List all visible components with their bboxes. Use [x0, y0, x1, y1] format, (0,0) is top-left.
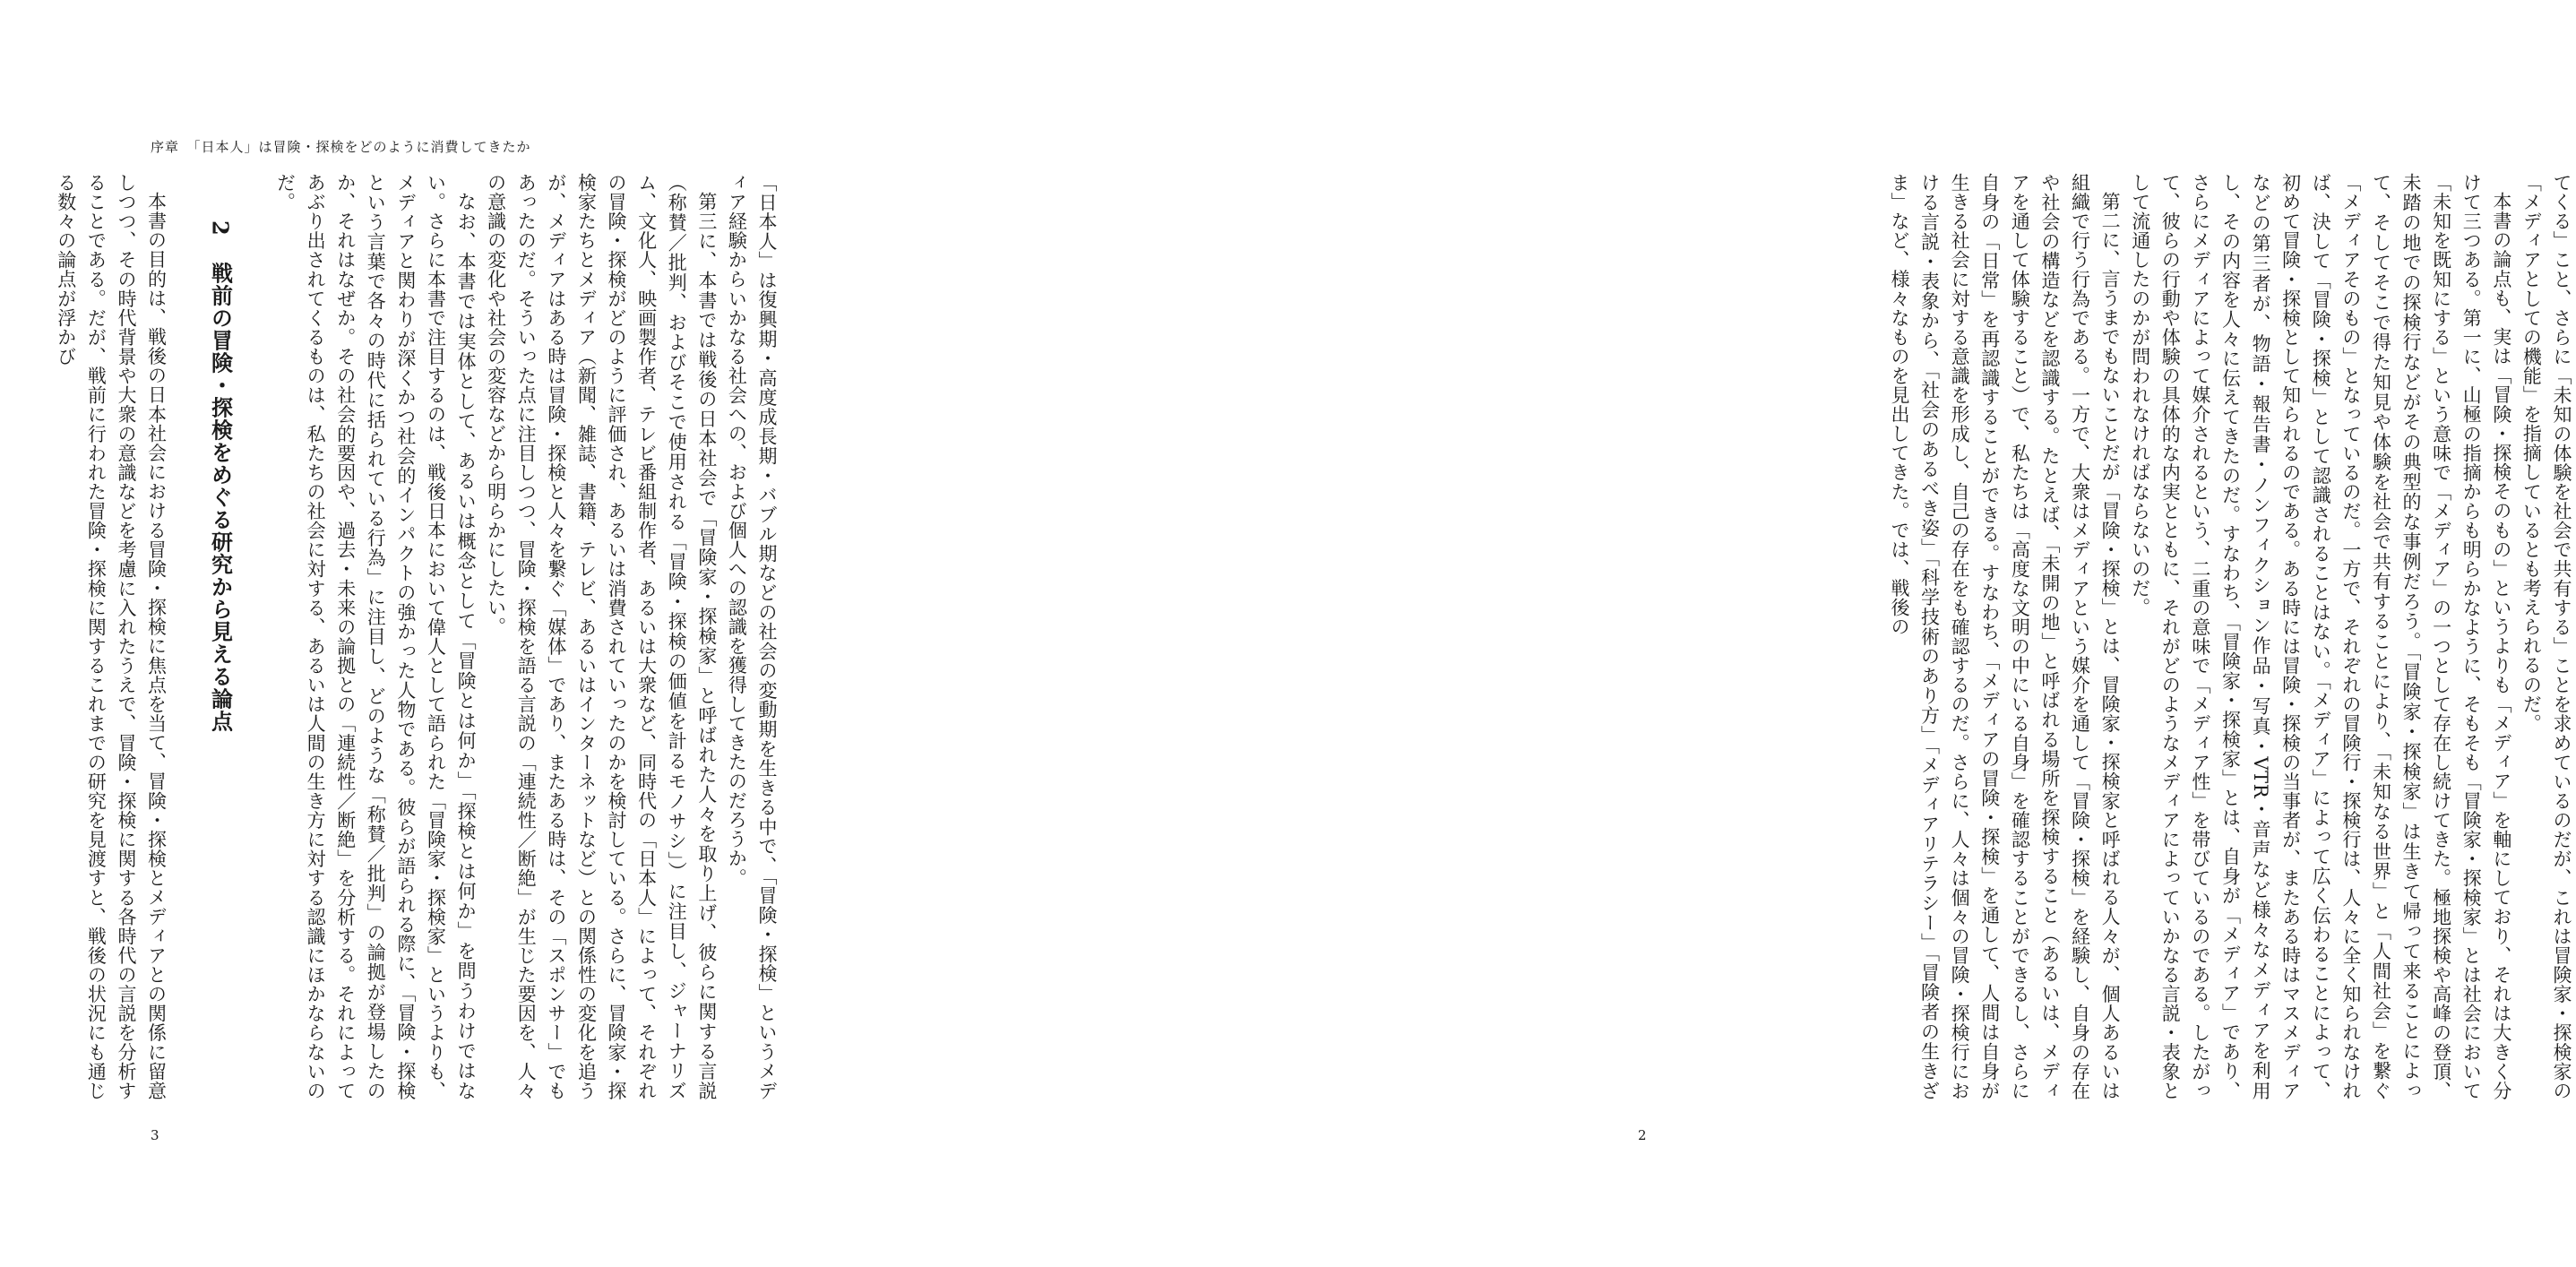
page-number-left: 3: [151, 1127, 159, 1143]
section-title: 戦前の冒険・探検をめぐる研究から見える論点: [207, 262, 234, 733]
paragraph-second-point: 第二に、言うまでもないことだが「冒険・探検」とは、冒険家・探検家と呼ばれる人々が、個人あるいは組織で行う行為である。一方で、大衆はメディアという媒介を通して「冒険・探検」を経験し、自身の存在や社会の構造などを認識する。たとえば、「未開の地」と呼ばれる場所を探検すること（あるいは、メディアを通して体験すること）で、私たちは「高度な文明の中にいる自身」を確認することができるし、さらに自身の「日常」を再認識することができる。すなわち、「メディアの冒険・探検」を通して、人間は自身が生きる社会に対する意識を形成し、自己の存在をも確認するのだ。さらに、人々は個々の冒険・探検行における言説・表象から、「社会のあるべき姿」「科学技術のあり方」「メディアリテラシー」「冒険者の生きざま」など、様々なものを見出してきた。では、戦後の: [1888, 173, 2122, 1100]
right-page: [896, 0, 2572, 1267]
paragraph-note: なお、本書では実体として、あるいは概念として「冒険とは何か」「探検とは何か」を問うわけではない。さらに本書で注目するのは、戦後日本において偉人として語られた「冒険家・探検家」というよりも、メディアと関わりが深くかつ社会的インパクトの強かった人物である。彼らが語られる際に、「冒険・探検という言葉で各々の時代に括られている行為」に注目し、どのような「称賛／批判」の論拠が登場したのか、それはなぜか。その社会的要因や、過去・未来の論拠との「連続性／断絶」を分析する。それによってあぶり出されてくるものは、私たちの社会に対する、あるいは人間の生き方に対する認識にほかならないのだ。: [274, 173, 478, 1100]
left-page: [0, 0, 896, 1267]
left-page-body: [55, 173, 781, 1100]
paragraph-third-point: 第三に、本書では戦後の日本社会で「冒険家・探検家」と呼ばれた人々を取り上げ、彼らに関する言説（称賛／批判、およびそこで使用される「冒険・探検の価値を計るモノサシ」）に注目し、ジャーナリズム、文化人、映画製作者、テレビ番組制作者、あるいは大衆など、同時代の「日本人」によって、それぞれの冒険・探検がどのように評価され、あるいは消費されていったのかを検討している。さらに、冒険家・探検家たちとメディア（新聞、雑誌、書籍、テレビ、あるいはインターネットなど）との関係性の変化を追うが、メディアはある時は冒険・探検と人々を繋ぐ「媒体」であり、またある時は、その「スポンサー」でもあったのだ。そういった点に注目しつつ、冒険・探検を語る言説の「連続性／断絶」が生じた要因を、人々の意識の変化や社会の変容などから明らかにしたい。: [485, 173, 718, 1100]
paragraph-first-point: 本書の論点も、実は「冒険・探検そのもの」というよりも「メディア」を軸にしており、それは大きく分けて三つある。第一に、山極の指摘からも明らかなように、そもそも「冒険家・探検家」とは社会において「未知を既知にする」という意味で「メディア」の一つとして存在し続けてきた。極地探検や高峰の登頂、未踏の地での探検行などがその典型的な事例だろう。「冒険家・探検家」は生きて帰って来ることによって、そしてそこで得た知見や体験を社会で共有することにより、「未知なる世界」と「人間社会」を繋ぐ「メディアそのもの」となっているのだ。一方で、それぞれの冒険行・探検行は、人々に全く知られなければ、決して「冒険・探検」として認識されることはない。「メディア」によって広く伝わることによって、初めて冒険・探検として知られるのである。ある時には冒険・探検の当事者が、またある時はマスメディアなどの第三者が、物語・報告書・ノンフィクション作品・写真・VTR・音声など様々なメディアを利用し、その内容を人々に伝えてきたのだ。すなわち、「冒険家・探検家」とは、自身が「メディア」であり、さらにメディアによって媒介されるという、二重の意味で「メディア性」を帯びているのである。したがって、彼らの行動や体験の具体的な内実とともに、それがどのようなメディアによっていかなる言説・表象として流通したのかが問われなければならないのだ。: [2129, 173, 2512, 1100]
right-page-body: [1888, 173, 2576, 1100]
section-number: 2: [207, 220, 234, 237]
section-heading: [171, 173, 270, 1100]
page-number-right: 2: [1638, 1127, 1647, 1143]
running-head: 序章 「日本人」は冒険・探検をどのように消費してきたか: [151, 139, 531, 155]
paragraph-section-intro: 本書の目的は、戦後の日本社会における冒険・探検に焦点を当て、冒険・探検とメディアとの関係に留意しつつ、その時代背景や大衆の意識などを考慮に入れたうえで、冒険・探検に関する各時代の言説を分析することである。だが、戦前に行われた冒険・探検に関するこれまでの研究を見渡すと、戦後の状況にも通じる数々の論点が浮かび: [55, 173, 168, 1100]
paragraph-continued: 「日本人」は復興期・高度成長期・バブル期などの社会の変動期を生きる中で、「冒険・探検」というメディア経験からいかなる社会への、および個人への認識を獲得してきたのだろうか。: [726, 173, 778, 1100]
paragraph-continued: てくる」こと、さらに「未知の体験を社会で共有する」ことを求めているのだが、これは冒険家・探検家の「メディアとしての機能」を指摘しているとも考えられるのだ。: [2520, 173, 2572, 1100]
